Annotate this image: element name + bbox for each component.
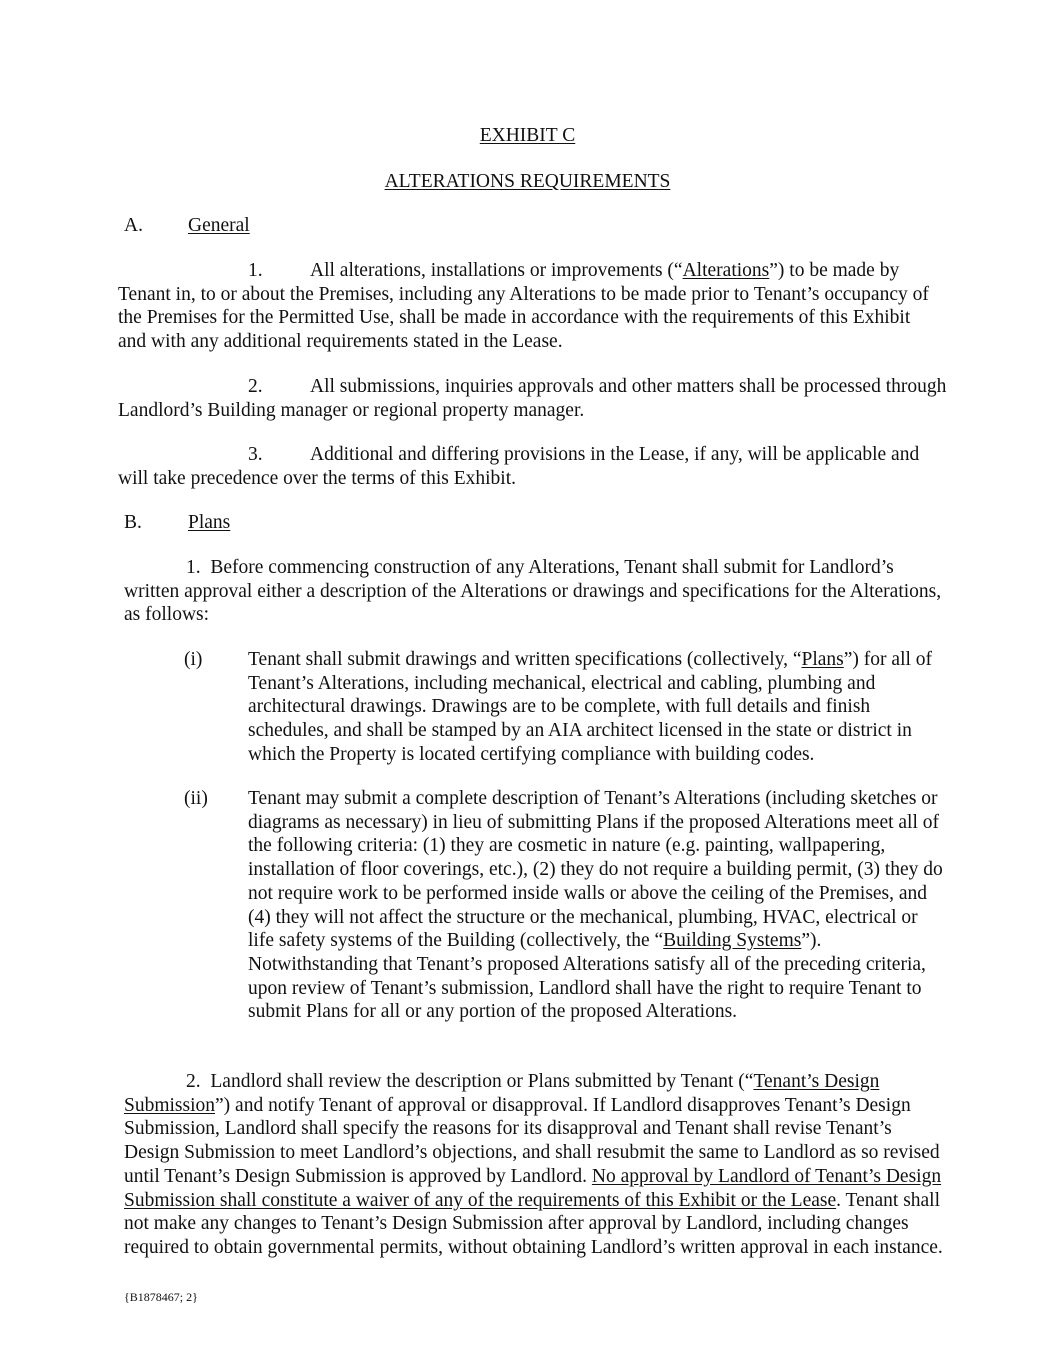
document-footer-code: {B1878467; 2} xyxy=(124,1290,198,1304)
section-a-paragraph-1-text: All alterations, installations or improvements (“ xyxy=(310,260,683,281)
section-b-title: Plans xyxy=(188,512,231,533)
section-a-label: A. xyxy=(124,215,143,236)
section-a-heading xyxy=(124,214,250,238)
defined-term-building-systems: Building Systems xyxy=(663,930,802,952)
section-a-title: General xyxy=(188,215,250,236)
section-a-paragraph-2-text: All submissions, inquiries approvals and other matters shall be processed through Landlord’s Building manager or regional property manager. xyxy=(118,376,947,421)
section-b-paragraph-2-number: 2. xyxy=(186,1071,201,1092)
section-b-paragraph-2 xyxy=(124,1070,949,1260)
section-a-paragraph-3-number: 3. xyxy=(248,444,263,465)
section-b-paragraph-1-number: 1. xyxy=(186,557,201,578)
section-a-paragraph-2 xyxy=(118,375,948,422)
no-waiver-clause: No approval by Landlord of Tenant’s Design Submission shall constitute a waiver of any of the requirements of this Exhibit or the Lease xyxy=(124,1165,942,1211)
section-a-paragraph-1-number: 1. xyxy=(248,260,263,281)
section-a-paragraph-3 xyxy=(118,443,938,490)
section-a-paragraph-2-number: 2. xyxy=(248,376,263,397)
section-b-item-ii xyxy=(184,787,946,1024)
section-b-paragraph-1-text: Before commencing construction of any Alterations, Tenant shall submit for Landlord’s written approval either a description of the Alterations or drawings and specifications for the Alterations, as follows: xyxy=(124,557,942,626)
item-i-number: (i) xyxy=(184,649,203,670)
section-b-paragraph-2-text-end: . Tenant shall not make any changes to Tenant’s Design Submission after approval by Landlord, including changes required to obtain governmental permits, without obtaining Landlord’s written approval in each instance. xyxy=(124,1189,943,1258)
defined-term-tenants-design-submission: Tenant’s Design Submission xyxy=(124,1071,880,1116)
section-a-paragraph-1 xyxy=(118,259,938,354)
section-b-item-i xyxy=(184,648,943,767)
item-i-text-cont: ”) for all of Tenant’s Alterations, including mechanical, electrical and cabling, plumbing and architectural drawings. Drawings are to be complete, with full details and finish schedules, and shall be stamped by an AIA architect licensed in the state or district in which the Property is located certifying compliance with building codes. xyxy=(248,649,933,765)
exhibit-title: EXHIBIT C xyxy=(479,125,576,146)
exhibit-subtitle: ALTERATIONS REQUIREMENTS xyxy=(384,171,671,192)
defined-term-plans: Plans xyxy=(801,649,844,670)
item-i-text: Tenant shall submit drawings and written specifications (collectively, “ xyxy=(248,649,802,670)
defined-term-alterations: Alterations xyxy=(682,260,770,281)
item-ii-text-cont: ”). Notwithstanding that Tenant’s proposed Alterations satisfy all of the preceding criteria, upon review of Tenant’s submission, Landlord shall have the right to require Tenant to submit Plans for all or any portion of the proposed Alterations. xyxy=(248,930,926,1023)
item-ii-text: Tenant may submit a complete description of Tenant’s Alterations (including sketches or diagrams as necessary) in lieu of submitting Plans if the proposed Alterations meet all of the following criteria: (1) they are cosmetic in nature (e.g. painting, wallpapering, installation of floor coverings, etc.), (2) they do not require a building permit, (3) they do not require work to be performed inside walls or above the ceiling of the Premises, and (4) they will not affect the structure or the mechanical, plumbing, HVAC, electrical or life safety systems of the Building (collectively, the “ xyxy=(248,788,943,952)
section-b-label: B. xyxy=(124,512,142,533)
section-a-paragraph-3-text: Additional and differing provisions in the Lease, if any, will be applicable and will take precedence over the terms of this Exhibit. xyxy=(118,444,920,489)
item-ii-number: (ii) xyxy=(184,788,208,809)
section-b-paragraph-2-text-cont: ”) and notify Tenant of approval or disapproval. If Landlord disapproves Tenant’s Design Submission, Landlord shall specify the reasons for its disapproval and Tenant shall revise Tenant’s Design Submission to meet Landlord’s objections, and shall resubmit the same to Landlord as so revised until Tenant’s Design Submission is approved by Landlord. xyxy=(124,1094,940,1187)
section-b-paragraph-1 xyxy=(124,556,949,627)
section-b-heading xyxy=(124,511,230,535)
section-b-paragraph-2-text: Landlord shall review the description or Plans submitted by Tenant (“ xyxy=(210,1071,754,1092)
section-a-paragraph-1-text-cont: ”) to be made by Tenant in, to or about the Premises, including any Alterations to be made prior to Tenant’s occupancy of the Premises for the Permitted Use, shall be made in accordance with the requirements of this Exhibit and with any additional requirements stated in the Lease. xyxy=(118,260,929,353)
